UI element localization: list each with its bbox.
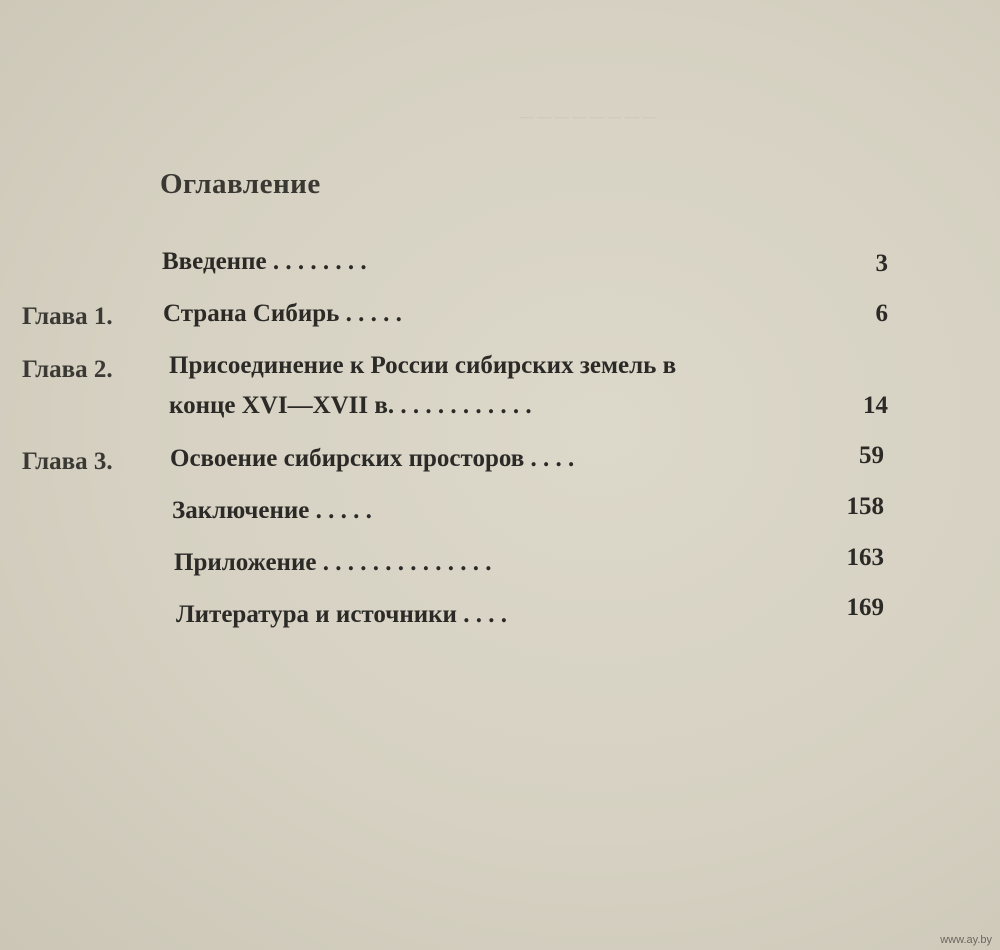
toc-entry-text: Приложение . . . . . . . . . . . . . .	[174, 549, 492, 576]
toc-page-number: 158	[846, 493, 884, 520]
toc-title: Оглавление	[160, 168, 321, 200]
toc-chapter-label: Глава 3.	[22, 448, 113, 475]
toc-page-number: 59	[859, 442, 884, 469]
toc-entry-chapter-1	[163, 300, 402, 328]
toc-page-number: 3	[875, 250, 888, 277]
toc-chapter-label: Глава 2.	[22, 356, 113, 383]
toc-entry-chapter-3	[170, 445, 574, 473]
toc-entry-text: Присоединение к России сибирских земель в	[169, 352, 677, 379]
toc-entry-chapter-2-line-1	[169, 352, 676, 380]
toc-page-number: 6	[875, 300, 888, 327]
toc-entry-text: конце XVI—XVII в. . . . . . . . . . . .	[169, 392, 532, 419]
watermark: www.ay.by	[940, 934, 992, 946]
toc-entry-chapter-2-line-2	[169, 392, 532, 420]
toc-entry-conclusion	[172, 497, 372, 525]
toc-entry-text: Введенпе . . . . . . . .	[162, 248, 367, 275]
toc-entry-appendix	[174, 549, 491, 577]
toc-entry-text: Страна Сибирь . . . . .	[163, 300, 402, 327]
toc-page-number: 169	[846, 594, 884, 621]
bleed-through-text: — — — — — — — —	[520, 110, 657, 125]
toc-entry-text: Заключение . . . . .	[172, 497, 372, 524]
toc-page-number: 163	[846, 544, 884, 571]
toc-entry-text: Освоение сибирских просторов . . . .	[170, 445, 575, 472]
toc-entry-literature	[176, 601, 507, 629]
toc-page-number: 14	[863, 392, 888, 419]
toc-chapter-label: Глава 1.	[22, 303, 113, 330]
toc-entry-text: Литература и источники . . . .	[176, 601, 507, 628]
toc-entry-introduction	[162, 248, 367, 276]
